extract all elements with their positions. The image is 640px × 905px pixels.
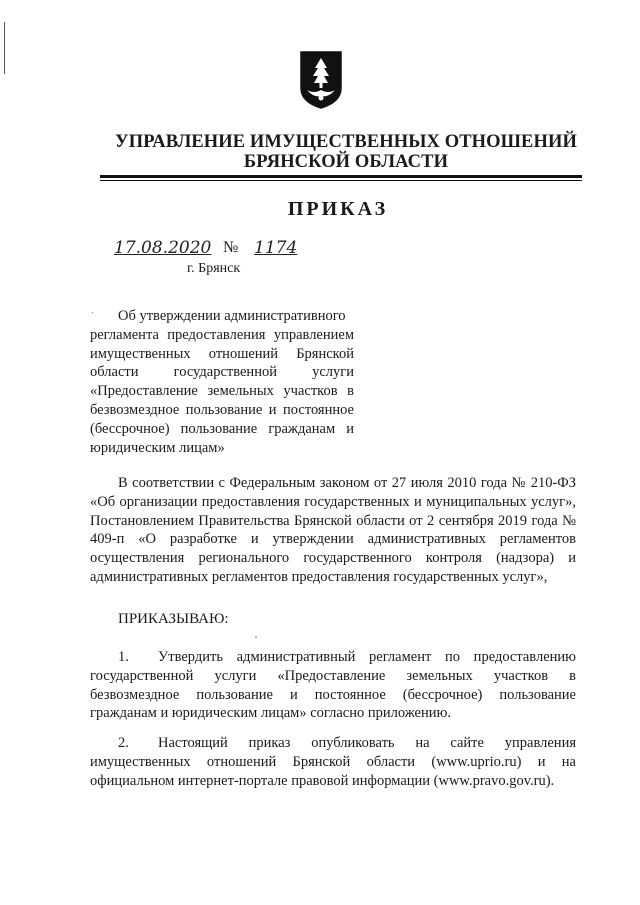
subject-rest: регламента предоставления управлением имущественных отношений Брянской области государственной услуги «Предоставление земельных участков в безвозмездное пользование и постоянное (бессрочное) пользование гражданам и юридическим лицам» [90,326,354,456]
organization-name [0,132,640,172]
item-text: Настоящий приказ опубликовать на сайте управления имущественных отношений Брянской области (www.uprio.ru) и на официальном интернет-портале правовой информации (www.pravo.gov.ru). [90,735,576,789]
item-number: 2. [118,735,129,751]
order-item-1 [90,648,576,723]
header-rule-thick [100,175,582,178]
document-title: ПРИКАЗ [287,198,389,220]
handwritten-date: 17.08.2020 [114,238,212,258]
item-number: 1. [118,649,129,665]
scan-speck [255,636,257,638]
handwritten-number: 1174 [254,238,298,258]
header-rule-thin [100,180,582,181]
org-line-2: БРЯНСКОЙ ОБЛАСТИ [243,152,449,172]
city-label: г. Брянск [187,261,241,276]
order-item-2 [90,734,576,790]
subject-line-1: Об утверждении административного [118,308,346,324]
org-line-1: УПРАВЛЕНИЕ ИМУЩЕСТВЕННЫХ ОТНОШЕНИЙ [115,132,577,152]
scan-edge-mark [4,22,5,74]
order-word: ПРИКАЗЫВАЮ: [118,611,229,627]
coat-of-arms-icon [298,50,344,110]
item-text: Утвердить административный регламент по предоставлению государственной услуги «Предоставление земельных участков в безвозмездное пользование и постоянное (бессрочное) пользование гражданам и юридическим лицам» согласно приложению. [90,649,576,722]
order-subject [90,307,354,457]
preamble-paragraph: В соответствии с Федеральным законом от 27 июля 2010 года № 210-ФЗ «Об организации предоставления государственных и муниципальных услуг», Постановлением Правительства Брянской области от 2 сентября 2019 года № 409-п «О разработке и утверждении административных регламентов осуществления регионального государственного контроля (надзора) и административных регламентов предоставления государственных услуг», [90,475,576,585]
number-label: № [223,239,239,256]
